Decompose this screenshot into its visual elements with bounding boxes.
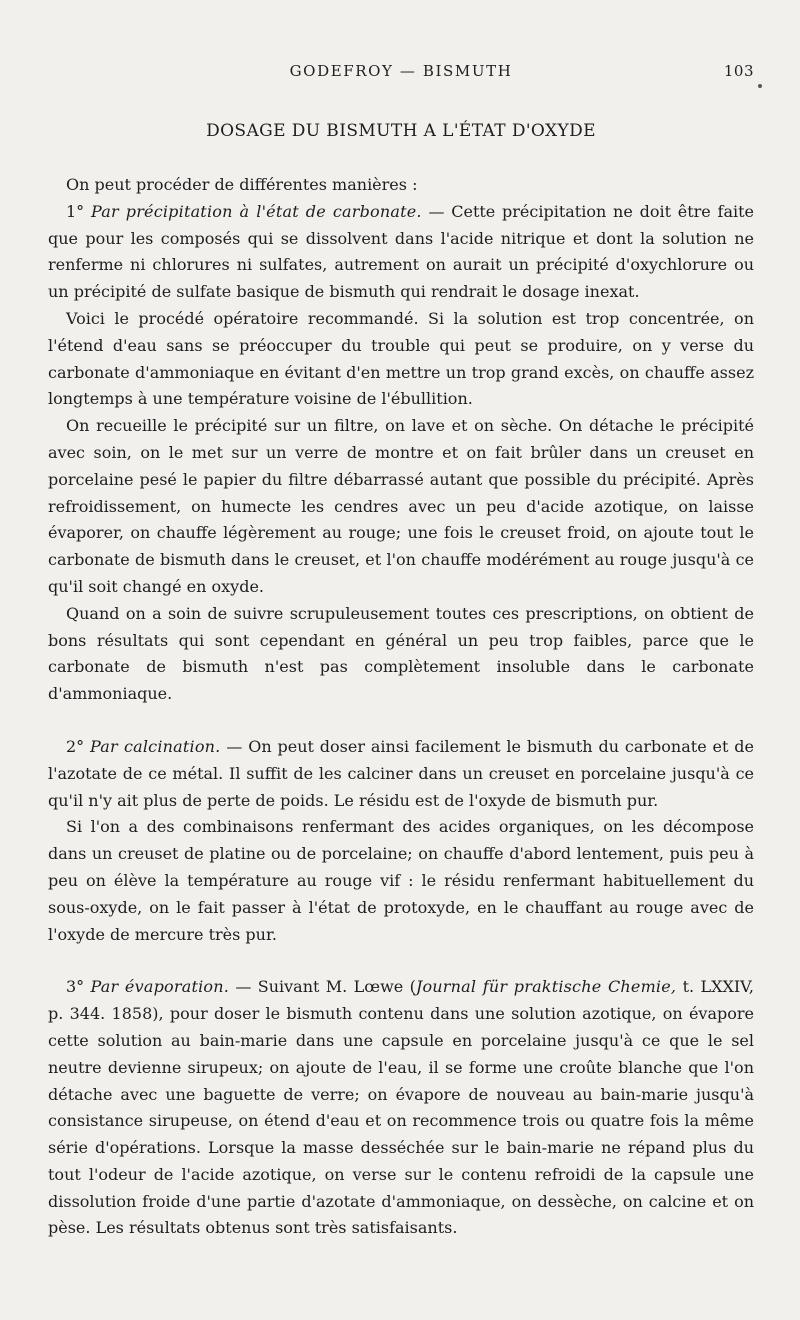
method-1-heading: Par précipitation à l'état de carbonate. — [90, 201, 422, 221]
method-1-number: 1° — [66, 201, 91, 221]
method-2-number: 2° — [66, 736, 91, 756]
method-2-paragraph — [48, 734, 754, 814]
running-head — [48, 62, 754, 86]
section-title: DOSAGE DU BISMUTH A L'ÉTAT D'OXYDE — [206, 121, 596, 141]
running-head-title: GODEFROY — BISMUTH — [289, 62, 513, 80]
acides-paragraph: Si l'on a des combinaisons renfermant des acides organiques, on les décompose dans un creuset de platine ou de porcelaine; on chauffe d'abord lentement, puis peu à peu on élève la température au rouge vif : le résidu renfermant habituellement du sous-oxyde, on le fait passer à l'état de protoxyde, en le chauffant au rouge avec de l'oxyde de mercure très pur. — [48, 817, 754, 944]
journal-title: Journal für praktische Chemie, — [415, 977, 677, 997]
method-3-text-b: t. LXXIV, p. 344. 1858), pour doser le bismuth contenu dans une solution azotique, on évapore cette solution au bain-marie dans une capsule en porcelaine jusqu'à ce que le sel neutre devienne sirupeux; on ajoute de l'eau, il se forme une croûte blanche que l'on détache avec une baguette de verre; on évapore de nouveau au bain-marie jusqu'à consistance sirupeuse, on étend d'eau et on recommence trois ou quatre fois la même série d'opérations. Lorsque la masse desséchée sur le bain-marie ne répand plus du tout l'odeur de l'acide azotique, on verse sur le contenu refroidi de la capsule une dissolution froide d'une partie d'azotate d'ammoniaque, on dessèche, on calcine et on pèse. Les résultats obtenus sont très satisfaisants. — [48, 977, 755, 1238]
method-3-heading: Par évaporation. — [90, 977, 230, 997]
page-number: 103 — [723, 62, 754, 80]
method-1-paragraph — [48, 199, 754, 306]
method-1-text: — Cette précipitation ne doit être faite que pour les composés qui se dissolvent dans l'acide nitrique et dont la solution ne renferme ni chlorures ni sulfates, autrement on aurait un précipité d'oxychlorure ou un précipité de sulfate basique de bismuth qui rendrait le dosage inexat. — [48, 201, 755, 302]
method-2-text: — On peut doser ainsi facilement le bismuth du carbonate et de l'azotate de ce métal. Il suffit de les calciner dans un creuset en porcelaine jusqu'à ce qu'il n'y ait plus de perte de poids. Le résidu est de l'oxyde de bismuth pur. — [48, 736, 754, 810]
method-3-text-a: — Suivant M. Lœwe ( — [229, 977, 416, 997]
speck-mark — [758, 84, 762, 88]
intro-paragraph: On peut procéder de différentes manières : — [66, 175, 418, 194]
method-2-heading: Par calcination. — [90, 736, 221, 756]
procede-paragraph: Voici le procédé opératoire recommandé. Si la solution est trop concentrée, on l'étend d'eau sans se préoccuper du trouble qui peut se produire, on y verse du carbonate d'ammoniaque en évitant d'en mettre un trop grand excès, on chauffe assez longtemps à une température voisine de l'ébullition. — [48, 308, 754, 409]
method-3-number: 3° — [66, 977, 91, 997]
method-3-paragraph — [48, 974, 754, 1242]
quand-paragraph: Quand on a soin de suivre scrupuleusement toutes ces prescriptions, on obtient de bons résultats qui sont cependant en général un peu trop faibles, parce que le carbonate de bismuth n'est pas complètement insoluble dans le carbonate d'ammoniaque. — [48, 603, 754, 704]
recueille-paragraph: On recueille le précipité sur un filtre, on lave et on sèche. On détache le précipité avec soin, on le met sur un verre de montre et on fait brûler dans un creuset en porcelaine pesé le papier du filtre débarrassé autant que possible du précipité. Après refroidissement, on humecte les cendres avec un peu d'acide azotique, on laisse évaporer, on chauffe légèrement au rouge; une fois le creuset froid, on ajoute tout le carbonate de bismuth dans le creuset, et l'on chauffe modérément au rouge jusqu'à ce qu'il soit changé en oxyde. — [48, 416, 754, 596]
body-text — [48, 172, 754, 1242]
